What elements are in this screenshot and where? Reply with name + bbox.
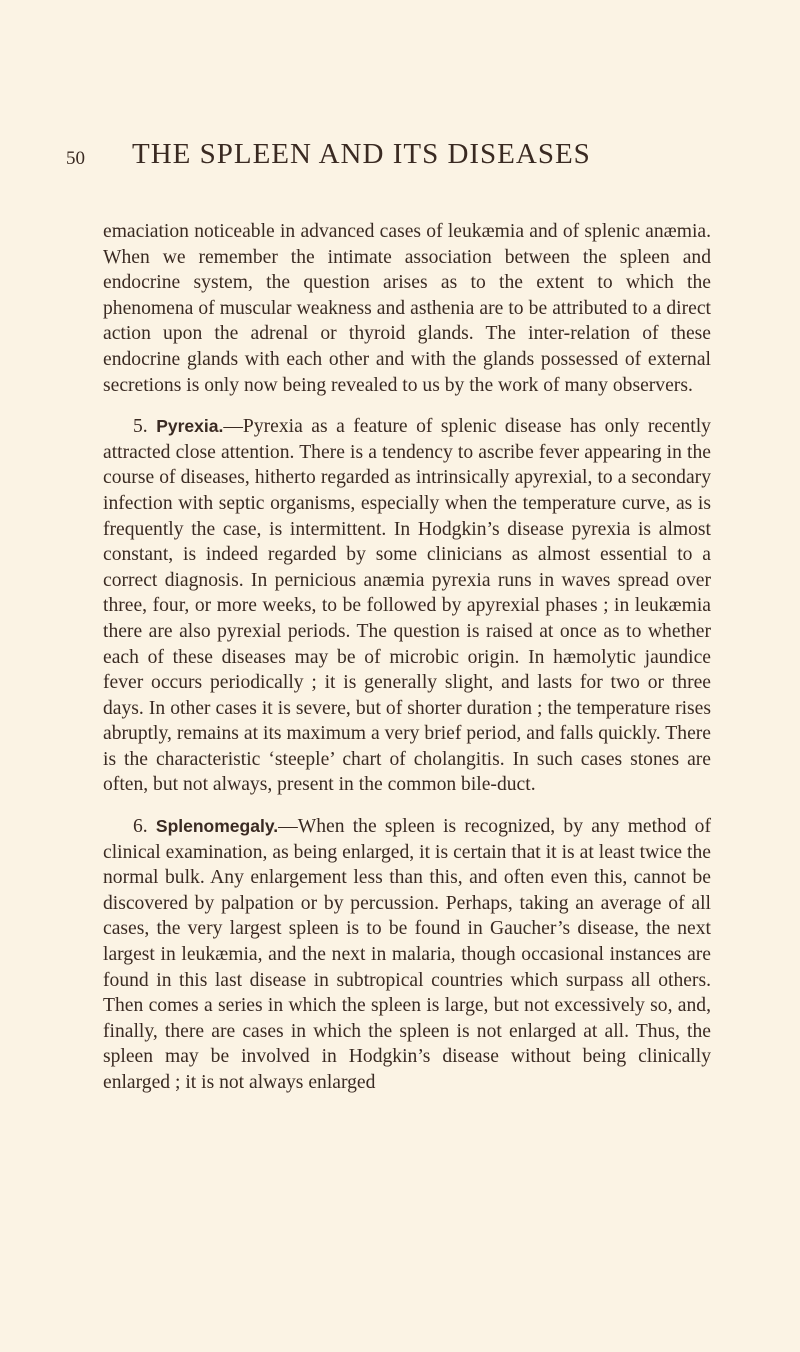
page-number: 50 <box>66 148 85 169</box>
paragraph-text: —Pyrexia as a feature of splenic disease has only recently attracted close attention. There is a tendency to ascribe fever appearing in the course of diseases, hitherto regarded as intrinsically apyrexial, to a secondary infection with septic organisms, especially when the temperature curve, as is frequently the case, is intermittent. In Hodgkin’s disease pyrexia is almost constant, is indeed regarded by some clinicians as almost essential to a correct diagnosis. In pernicious anæmia pyrexia runs in waves spread over three, four, or more weeks, to be followed by apyrexial phases ; in leukæmia there are also pyrexial periods. The question is raised at once as to whether each of these diseases may be of microbic origin. In hæmolytic jaundice fever occurs periodically ; it is generally slight, and lasts for two or three days. In other cases it is severe, but of shorter duration ; the temperature rises abruptly, remains at its maximum a very brief period, and falls quickly. There is the characteristic ‘steeple’ chart of cholangitis. In such cases stones are often, but not always, present in the common bile-duct. <box>103 416 711 796</box>
body-text <box>103 219 711 1112</box>
section-splenomegaly <box>103 814 711 1096</box>
paragraph-text: emaciation noticeable in advanced cases of leukæmia and of splenic anæmia. When we remember the intimate association between the spleen and endocrine system, the question arises as to the extent to which the phenomena of muscular weakness and asthenia are to be attributed to a direct action upon the adrenal or thyroid glands. The inter-relation of these endocrine glands with each other and with the glands possessed of external secretions is only now being revealed to us by the work of many observers. <box>103 221 711 396</box>
section-title: Pyrexia. <box>156 416 224 437</box>
running-head: THE SPLEEN AND ITS DISEASES <box>132 138 591 170</box>
section-number: 6. <box>133 816 148 838</box>
section-pyrexia <box>103 414 711 798</box>
section-number: 5. <box>133 416 148 438</box>
paragraph-continuation <box>103 219 711 398</box>
paragraph-text: —When the spleen is recognized, by any method of clinical examination, as being enlarged, it is certain that it is at least twice the normal bulk. Any enlargement less than this, and often even this, cannot be discovered by palpation or by percussion. Perhaps, taking an average of all cases, the very largest spleen is to be found in Gaucher’s disease, the next largest in leukæmia, and the next in malaria, though occasional instances are found in this last disease in subtropical countries which surpass all others. Then comes a series in which the spleen is large, but not excessively so, and, finally, there are cases in which the spleen is not enlarged at all. Thus, the spleen may be involved in Hodgkin’s disease without being clinically enlarged ; it is not always enlarged <box>103 816 711 1093</box>
page-header <box>66 138 706 178</box>
section-title: Splenomegaly. <box>155 816 279 837</box>
